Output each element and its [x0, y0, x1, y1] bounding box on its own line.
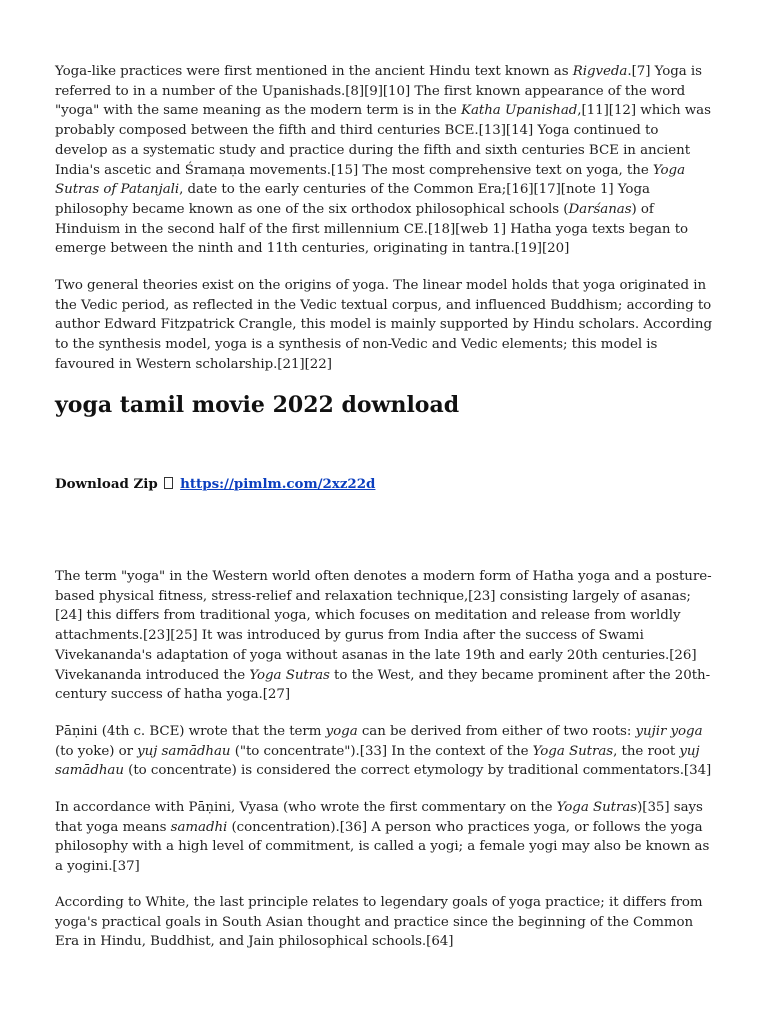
page-heading: yoga tamil movie 2022 download	[55, 392, 460, 418]
italic-term: Rigveda	[572, 64, 628, 79]
download-label: Download Zip	[55, 476, 158, 492]
italic-term: Katha Upanishad	[461, 103, 578, 119]
paragraph-theories: Two general theories exist on the origins of yoga. The linear model holds that yoga originated in the Vedic period, as reflected in the Vedic textual corpus, and influenced Buddhism; according to author Edward Fitzpatrick Crangle, this model is mainly supported by Hindu scholars. According to the synthesis model, yoga is a synthesis of non-Vedic and Vedic elements; this model is favoured in Western scholarship.[21][22]	[55, 278, 712, 372]
text-run: (to concentrate) is considered the correct etymology by traditional commentators.[34]	[123, 763, 712, 779]
text-run: (concentration).[36] A person who practices yoga, or follows the yoga philosophy with a high level of commitment, is called a yogi; a female yogi may also be known as a yogini.[37]	[55, 819, 710, 875]
text-run: )[35] says that yoga means	[55, 800, 703, 835]
italic-term: Yoga Sutras	[556, 800, 638, 815]
text-run: , date to the early centuries of the Common Era;[16][17][note 1] Yoga philosophy became known as one of the six orthodox philosophical schools (	[55, 182, 650, 217]
download-line	[55, 474, 375, 494]
text-run: .[7] Yoga is referred to in a number of the Upanishads.[8][9][10] The first known appearance of the word "yoga" with the same meaning as the modern term is in the	[55, 64, 702, 119]
italic-term: yuj samādhau	[55, 743, 700, 779]
text-run: Yoga-like practices were first mentioned in the ancient Hindu text known as	[55, 64, 573, 79]
text-run: Pāṇini (4th c. BCE) wrote that the term	[55, 724, 326, 739]
text-run: (to yoke) or	[55, 743, 138, 759]
text-run: to the West, and they became prominent after the 20th-century success of hatha yoga.[27]	[55, 667, 711, 703]
italic-term: Darśanas	[568, 201, 632, 217]
italic-term: Yoga Sutras	[532, 743, 614, 759]
missing-glyph-icon	[164, 477, 173, 489]
text-run: In accordance with Pāṇini, Vyasa (who wrote the first commentary on the	[55, 800, 557, 815]
text-run: ("to concentrate").[33] In the context of the	[230, 743, 533, 759]
italic-term: Yoga Sutras	[249, 667, 330, 683]
text-run: The term "yoga" in the Western world often denotes a modern form of Hatha yoga and a posture-based physical fitness, stress-relief and relaxation technique,[23] consisting largely of asanas;[24] this differs from traditional yoga, which focuses on meditation and release from worldly attachments.[23][25] It was introduced by gurus from India after the success of Swami Vivekananda's adaptation of yoga without asanas in the late 19th and early 20th centuries.[26] Vivekananda introduced the	[55, 569, 712, 683]
download-link[interactable]: https://pimlm.com/2xz22d	[180, 476, 376, 492]
text-run: can be derived from either of two roots:	[357, 724, 636, 739]
italic-term: samadhi	[170, 819, 228, 835]
text-run: , the root	[613, 743, 680, 759]
text-run: ) of Hinduism in the second half of the first millennium CE.[18][web 1] Hatha yoga texts began to emerge between the ninth and 11th centuries, originating in tantra.[19][20]	[55, 201, 689, 257]
italic-term: yuj samādhau	[137, 743, 231, 759]
paragraph-western	[55, 567, 715, 705]
paragraph-origins	[55, 62, 715, 259]
italic-term: Yoga Sutras of Patanjali	[55, 162, 685, 198]
paragraph-etymology	[55, 722, 715, 781]
paragraph-vyasa	[55, 798, 715, 877]
italic-term: yoga	[325, 724, 358, 739]
paragraph-white: According to White, the last principle relates to legendary goals of yoga practice; it differs from yoga's practical goals in South Asian thought and practice since the beginning of the Common Era in Hindu, Buddhist, and Jain philosophical schools.[64]	[55, 895, 703, 950]
italic-term: yujir yoga	[635, 724, 703, 739]
text-run: ,[11][12] which was probably composed between the fifth and third centuries BCE.[13][14] Yoga continued to develop as a systematic study and practice during the fifth and sixth centuries BCE in ancient India's ascetic and Śramaṇa movements.[15] The most comprehensive text on yoga, the	[55, 103, 711, 178]
